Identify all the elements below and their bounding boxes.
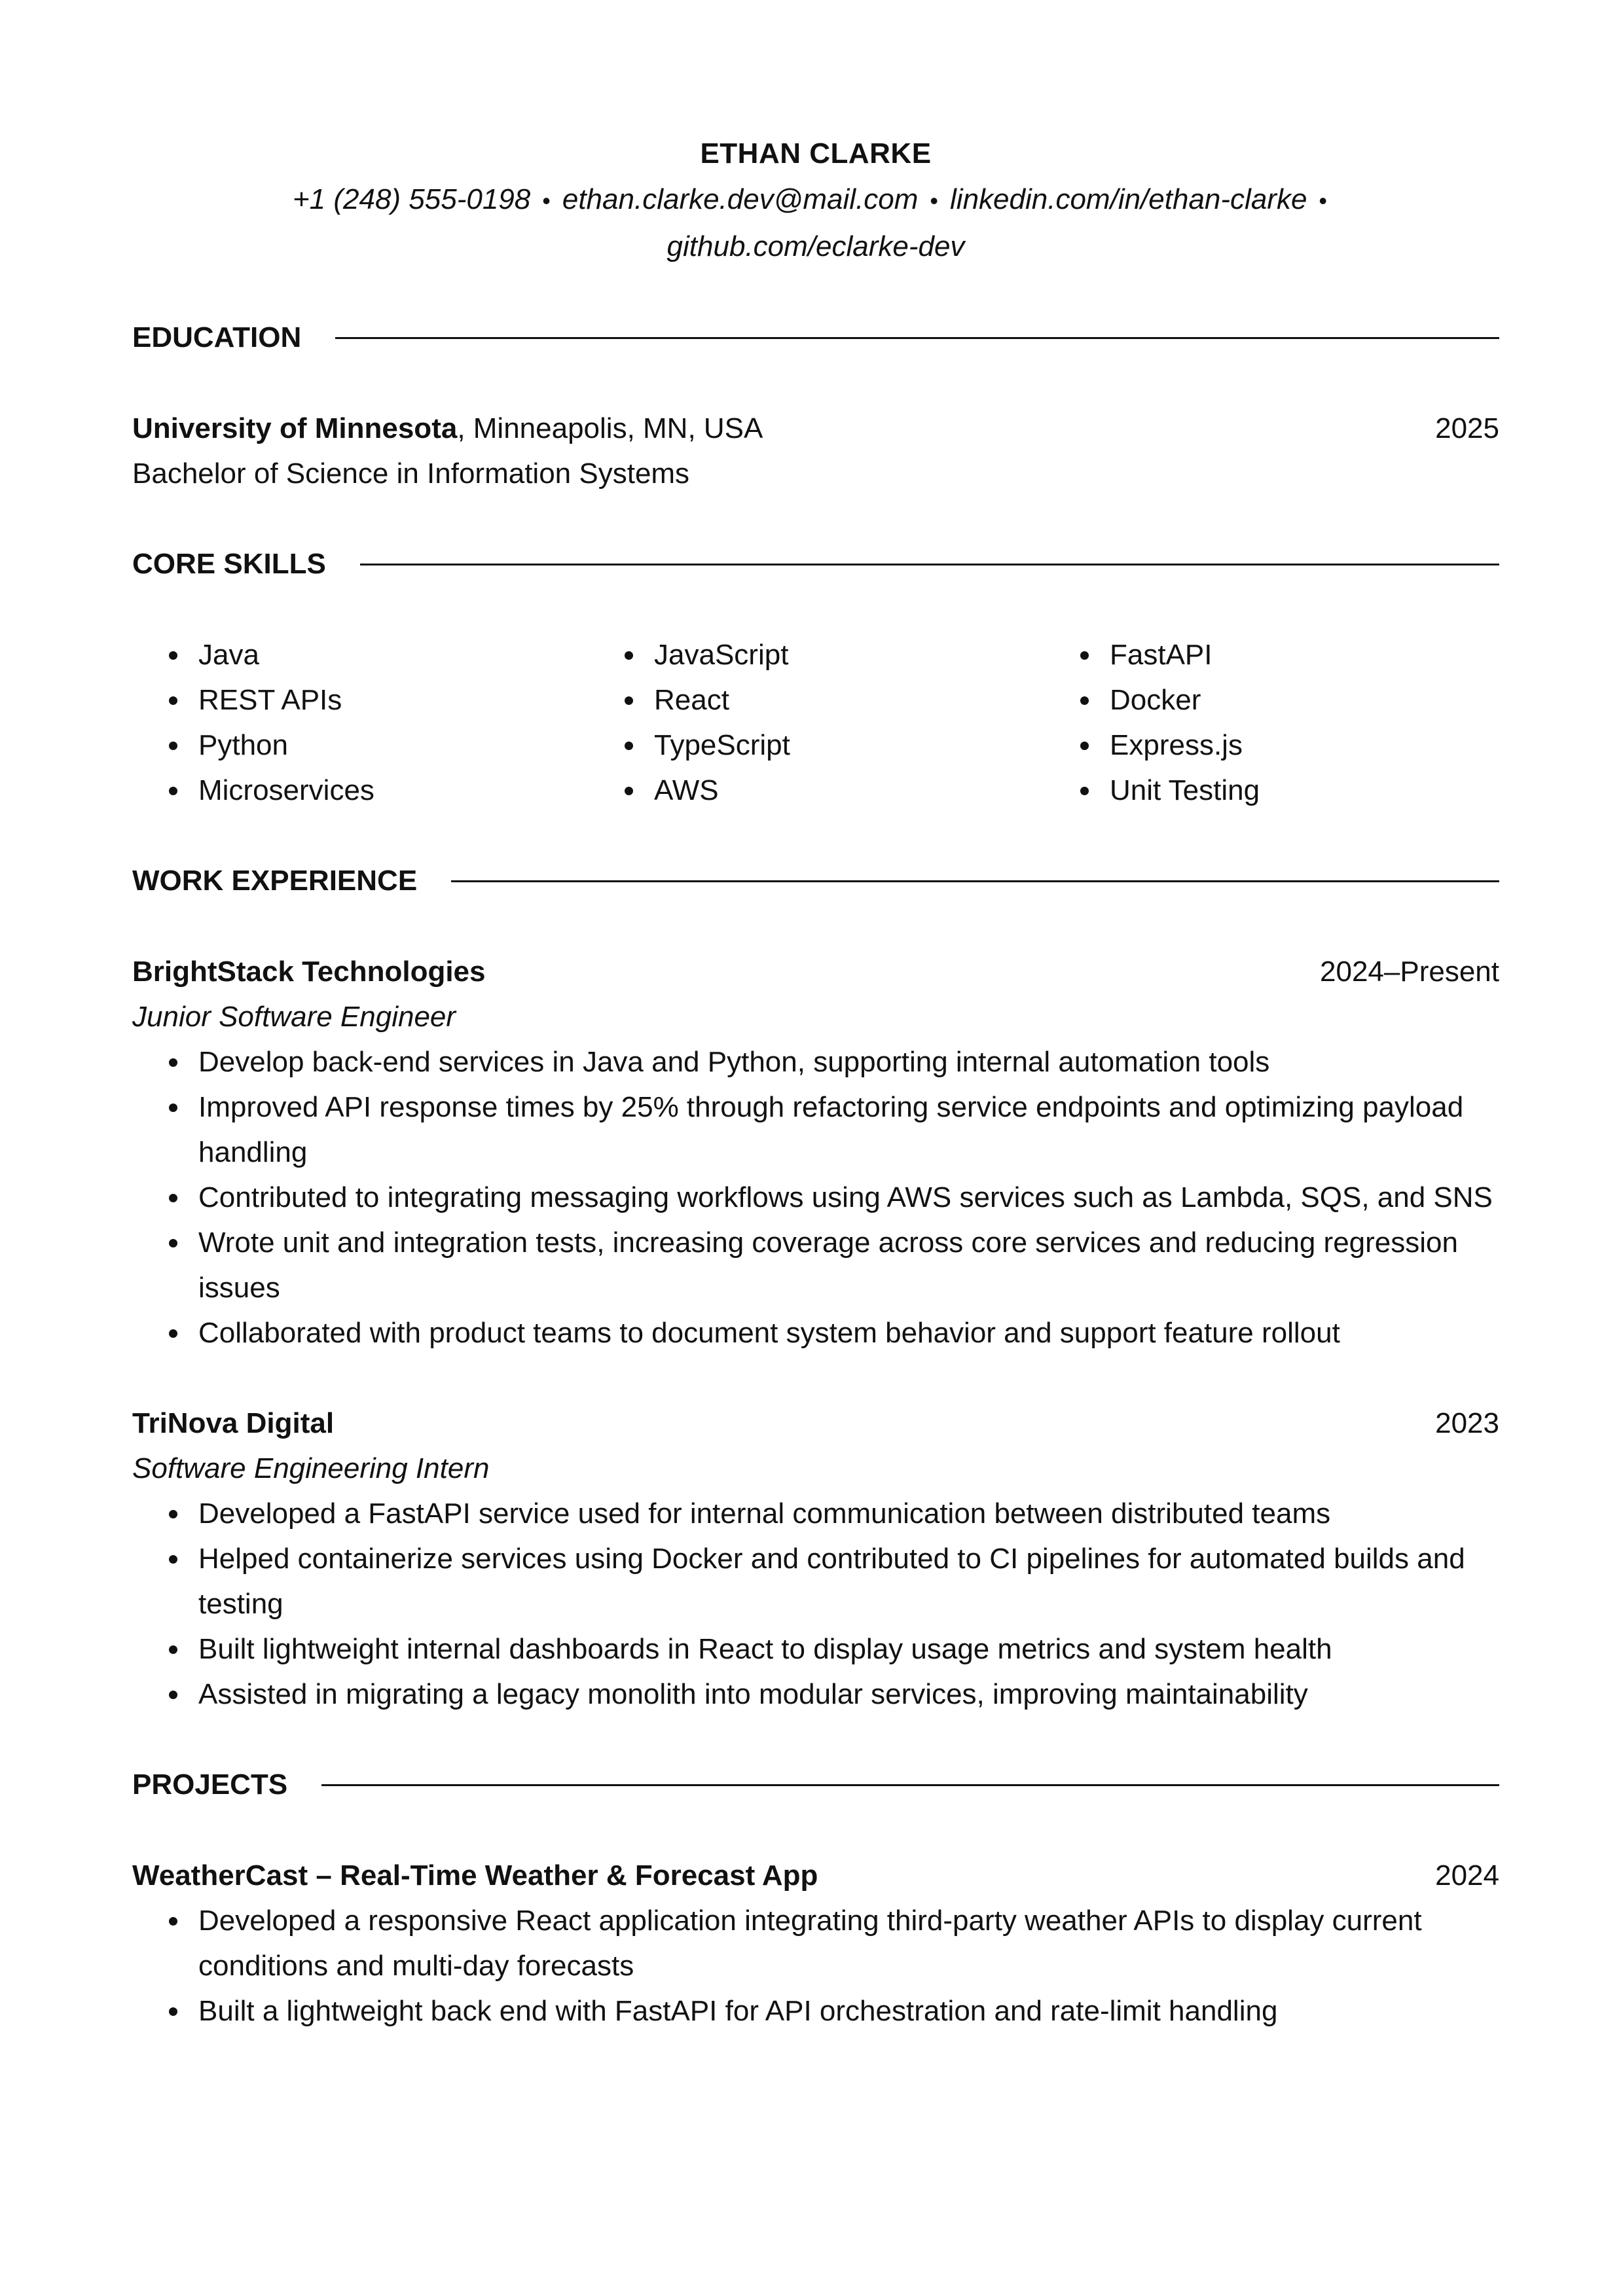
email-address: ethan.clarke.dev@mail.com <box>562 183 919 215</box>
skill-item: TypeScript <box>588 723 1044 768</box>
job-bullet: Wrote unit and integration tests, increasing coverage across core services and reducing regression issues <box>132 1220 1499 1310</box>
project-name <box>132 1853 818 1898</box>
section-heading <box>132 1762 1499 1808</box>
education-section <box>132 315 1499 496</box>
skill-item: Python <box>132 723 588 768</box>
contact-line-1 <box>132 177 1499 224</box>
project-entry <box>132 1853 1499 2034</box>
skill-item: React <box>588 677 1044 723</box>
github-link: github.com/eclarke-dev <box>666 230 965 262</box>
experience-section <box>132 858 1499 1717</box>
skills-list <box>588 632 1044 813</box>
job-role: Junior Software Engineer <box>132 1001 456 1033</box>
skills-section <box>132 541 1499 813</box>
company-name <box>132 1401 334 1446</box>
section-title: PROJECTS <box>132 1768 288 1801</box>
section-heading <box>132 315 1499 361</box>
section-title: EDUCATION <box>132 321 302 353</box>
skill-item: AWS <box>588 768 1044 813</box>
section-divider <box>335 337 1499 339</box>
job-header <box>132 1401 1499 1446</box>
skills-column <box>588 632 1044 813</box>
job-bullet: Developed a FastAPI service used for internal communication between distributed teams <box>132 1491 1499 1536</box>
skill-item: Express.js <box>1044 723 1499 768</box>
project-bullets <box>132 1898 1499 2034</box>
job-dates: 2024–Present <box>1320 956 1499 988</box>
school-info <box>132 406 763 451</box>
project-name-text: WeatherCast – Real-Time Weather & Forecast App <box>132 1859 818 1892</box>
project-year: 2024 <box>1435 1859 1499 1892</box>
candidate-name: ETHAN CLARKE <box>700 137 932 170</box>
project-bullet: Developed a responsive React application integrating third-party weather APIs to display current conditions and multi-day forecasts <box>132 1898 1499 1988</box>
job-bullet: Collaborated with product teams to document system behavior and support feature rollout <box>132 1310 1499 1355</box>
job-bullet: Helped containerize services using Docker and contributed to CI pipelines for automated builds and testing <box>132 1536 1499 1626</box>
resume-header <box>132 131 1499 270</box>
skill-item: JavaScript <box>588 632 1044 677</box>
bullet-separator: • <box>1319 187 1328 214</box>
skill-item: Microservices <box>132 768 588 813</box>
contact-info <box>132 177 1499 270</box>
skill-item: Docker <box>1044 677 1499 723</box>
job-bullets <box>132 1039 1499 1355</box>
section-title: CORE SKILLS <box>132 548 326 580</box>
job-bullet: Develop back-end services in Java and Python, supporting internal automation tools <box>132 1039 1499 1085</box>
job-header <box>132 949 1499 994</box>
project-header <box>132 1853 1499 1898</box>
job-bullet: Improved API response times by 25% through refactoring service endpoints and optimizing payload handling <box>132 1085 1499 1175</box>
skill-item: Java <box>132 632 588 677</box>
skills-list <box>132 632 588 813</box>
job-entry <box>132 1401 1499 1717</box>
section-divider <box>451 880 1499 882</box>
job-bullet: Assisted in migrating a legacy monolith into modular services, improving maintainability <box>132 1672 1499 1717</box>
graduation-year: 2025 <box>1435 412 1499 444</box>
experience-body <box>132 949 1499 1717</box>
education-body <box>132 406 1499 496</box>
education-row <box>132 406 1499 451</box>
section-heading <box>132 541 1499 587</box>
skill-item: Unit Testing <box>1044 768 1499 813</box>
skills-grid <box>132 632 1499 813</box>
projects-body <box>132 1853 1499 2034</box>
company-name-text: BrightStack Technologies <box>132 956 486 988</box>
job-role: Software Engineering Intern <box>132 1452 490 1484</box>
degree: Bachelor of Science in Information Systems <box>132 457 690 490</box>
job-bullet: Built lightweight internal dashboards in React to display usage metrics and system health <box>132 1626 1499 1672</box>
phone-number: +1 (248) 555-0198 <box>292 183 531 215</box>
bullet-separator: • <box>930 187 939 214</box>
company-name <box>132 949 486 994</box>
resume-page <box>132 131 1499 2034</box>
contact-line-2 <box>132 224 1499 270</box>
job-bullets <box>132 1491 1499 1717</box>
school-name: University of Minnesota <box>132 412 458 444</box>
bullet-separator: • <box>542 187 551 214</box>
project-bullet: Built a lightweight back end with FastAPI for API orchestration and rate-limit handling <box>132 1988 1499 2034</box>
school-location: , Minneapolis, MN, USA <box>457 412 763 444</box>
section-divider <box>321 1784 1499 1786</box>
skills-list <box>1044 632 1499 813</box>
job-entry <box>132 949 1499 1355</box>
linkedin-link: linkedin.com/in/ethan-clarke <box>950 183 1307 215</box>
section-title: WORK EXPERIENCE <box>132 865 418 897</box>
skills-column <box>132 632 588 813</box>
skills-column <box>1044 632 1499 813</box>
skill-item: FastAPI <box>1044 632 1499 677</box>
projects-section <box>132 1762 1499 2034</box>
section-divider <box>360 564 1499 565</box>
section-heading <box>132 858 1499 904</box>
job-bullet: Contributed to integrating messaging workflows using AWS services such as Lambda, SQS, and SNS <box>132 1175 1499 1220</box>
skill-item: REST APIs <box>132 677 588 723</box>
company-name-text: TriNova Digital <box>132 1407 335 1439</box>
job-dates: 2023 <box>1435 1407 1499 1439</box>
